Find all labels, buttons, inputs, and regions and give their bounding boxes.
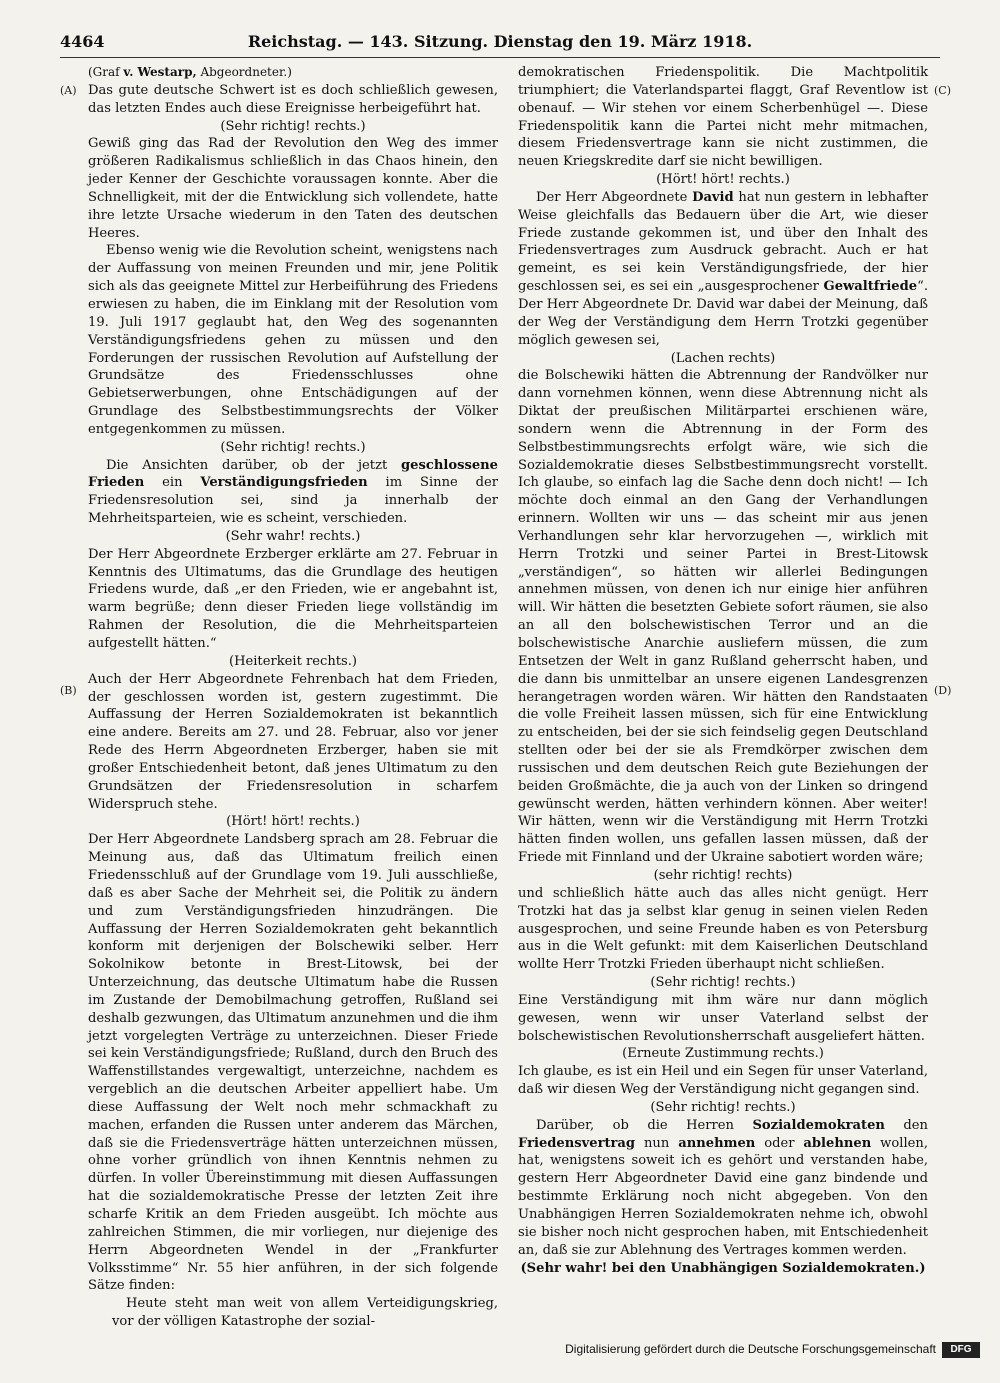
- footer: [60, 1342, 980, 1360]
- paragraph: Ich glaube, es ist ein Heil und ein Segen für unser Vaterland, daß wir diesen Weg der Verständigung nicht gegangen sind.: [518, 1064, 928, 1098]
- interjection: (Lachen rechts): [670, 350, 776, 366]
- paragraph: Der Herr Abgeordnete Landsberg sprach am 28. Februar die Meinung aus, daß das Ultimatum freilich einen Friedensschluß auf der Grundlage vom 19. Juli ausschließe, daß es aber Sache der Mehrheit sei, die Politik zu ändern und zum Verständigungsfrieden hinzudrängen. Die Auffassung der Herren Sozialdemokraten geht bekanntlich konform mit derjenigen der Bolschewiki selber. Herr Sokolnikow betonte in Brest-Litowsk, bei der Unterzeichnung, das deutsche Ultimatum habe die Russen im Zustande der Demobilmachung getroffen, Rußland sei deshalb gezwungen, das Ultimatum anzunehmen und die ihm jetzt vorgelegten Verträge zu unterzeichnen. Dieser Friede sei kein Verständigungsfriede; Rußland, durch den Bruch des Waffenstillstandes vergewaltigt, unterzeichne, nachdem es vergeblich an die deutschen Arbeiter appelliert habe. Um diese Auffassung der Welt noch mehr schmackhaft zu machen, erfanden die Russen unter anderem das Märchen, daß sie die Friedensverträge hätten unterzeichnen müssen, ohne vorher gründlich von ihnen Kenntnis nehmen zu dürfen. In voller Übereinstimmung mit diesen Auffassungen hat die sozialdemokratische Presse der letzten Zeit ihre scharfe Kritik an dem Frieden ausgeübt. Ich möchte aus zahlreichen Stimmen, die mir vorliegen, nur diejenige des Herrn Abgeordneten Wendel in der „Frankfurter Volksstimme“ Nr. 55 hier anführen, in der sich folgende Sätze finden:: [88, 832, 498, 1294]
- interjection: (Erneute Zustimmung rechts.): [622, 1046, 824, 1062]
- margin-mark-b: (B): [60, 684, 77, 697]
- interjection: (sehr richtig! rechts): [653, 867, 793, 883]
- margin-mark-a: (A): [60, 84, 77, 97]
- left-column: [88, 64, 498, 1330]
- quotation: Heute steht man weit von allem Verteidigungskrieg, vor der völligen Katastrophe der sozial-: [112, 1296, 498, 1330]
- page-number: 4464: [60, 32, 105, 51]
- quotation-continued: demokratischen Friedenspolitik. Die Machtpolitik triumphiert; die Vaterlandspartei flaggt, Graf Reventlow ist obenauf. — Wir stehen vor einem Scherbenhügel —. Diese Friedenspolitik kann die Partei nicht mehr mitmachen, diesem Friedensvertrage kann sie nicht zustimmen, die neuen Kriegskredite darf sie nicht bewilligen.: [518, 65, 928, 170]
- paragraph: Darüber, ob die Herren Sozialdemokraten den Friedensvertrag nun annehmen oder ablehnen wollen, hat, wenigstens soweit ich es gehört und verstanden habe, gestern Herr Abgeordneter David eine ganz bindende und bestimmte Erklärung noch nicht abgegeben. Von den Unabhängigen Herren Sozialdemokraten nehme ich, obwohl sie bisher noch nicht gesprochen haben, mit Entschiedenheit an, daß sie zur Ablehnung des Vertrages kommen werden.: [518, 1117, 928, 1258]
- paragraph: die Bolschewiki hätten die Abtrennung der Randvölker nur dann vornehmen können, wenn diese Abtrennung nicht als Diktat der preußischen Militärpartei erschienen wäre, sondern wenn die Abtrennung in der Form des Selbstbestimmungsrechts erfolgt wäre, wie sich die Sozialdemokratie dieses Selbstbestimmungsrecht vorstellt. Ich glaube, so einfach lag die Sache denn doch nicht! — Ich möchte doch einmal an den Gang der Verhandlungen erinnern. Wollten wir uns — das scheint mir aus jenen Verhandlungen sehr klar hervorzugehen —, wirklich mit Herrn Trotzki und seiner Partei in Brest-Litowsk „verständigen“, so hätten wir allerlei Bedingungen annehmen müssen, von denen ich nur einige hier anführen will. Wir hätten die besetzten Gebiete sofort räumen, sie also an all den bolschewistischen Terror und an die bolschewistische Anarchie ausliefern müssen, die zum Entsetzen der Welt in ganz Rußland geherrscht haben, und die dann bis unmittelbar an unsere eigenen Landesgrenzen herangetragen worden wären. Wir hätten den Randstaaten die volle Freiheit lassen müssen, sich für eine Entwicklung zu entscheiden, bei der sie sich feindselig gegen Deutschland stellten oder bei der sie als Fremdkörper zwischen dem russischen und dem deutschen Reich gute Beziehungen der beiden Großmächte, die ja auch von der Linken so dringend gewünscht werden, hätten verhindern können. Aber weiter! Wir hätten, wenn wir die Verständigung mit Herrn Trotzki hätten finden wollen, uns gefallen lassen müssen, daß der Friede mit Finnland und der Ukraine sabotiert worden wäre;: [518, 368, 929, 866]
- funding-note: Digitalisierung gefördert durch die Deutsche Forschungsgemeinschaft: [565, 1342, 936, 1356]
- header-rule: [60, 57, 940, 58]
- dfg-logo: DFG: [942, 1342, 980, 1358]
- paragraph: Das gute deutsche Schwert ist es doch schließlich gewesen, das letzten Endes auch diese Ereignisse herbeigeführt hat.: [88, 82, 498, 116]
- paragraph: und schließlich hätte auch das alles nicht genügt. Herr Trotzki hat das ja selbst klar genug in seinen vielen Reden ausgesprochen, und seine Freunde haben es von Petersburg aus in die Welt gefunkt: mit dem Kaiserlichen Deutschland wollte Herr Trotzki Frieden überhaupt nicht schließen.: [518, 885, 928, 973]
- paragraph: Auch der Herr Abgeordnete Fehrenbach hat dem Frieden, der geschlossen worden ist, gestern zugestimmt. Die Auffassung der Herren Sozialdemokraten ist bekanntlich eine andere. Bereits am 27. und 28. Februar, also vor jener Rede des Herrn Abgeordneten Erzberger, haben sie mit großer Entschiedenheit betont, daß jenes Ultimatum zu den Grundsätzen der Friedensresolution in scharfem Widerspruch stehe.: [88, 671, 498, 812]
- interjection: (Hört! hört! rechts.): [226, 814, 360, 830]
- running-title: Reichstag. — 143. Sitzung. Dienstag den 19. März 1918.: [247, 32, 753, 51]
- interjection: (Sehr wahr! rechts.): [225, 528, 361, 544]
- interjection: (Sehr richtig! rechts.): [220, 118, 366, 134]
- interjection: (Heiterkeit rechts.): [228, 653, 358, 669]
- page-header: [60, 32, 940, 56]
- interjection: (Sehr richtig! rechts.): [650, 975, 796, 991]
- margin-mark-d: (D): [934, 684, 952, 697]
- paragraph: Der Herr Abgeordnete David hat nun gestern in lebhafter Weise gleichfalls das Bedauern über die Art, wie dieser Friede zustande gekommen ist, und über den Inhalt des Friedensvertrages zum Ausdruck gebracht. Auch er hat gemeint, es sei kein Verständigungsfriede, der hier geschlossen sei, es sei ein „ausgesprochener Gewaltfriede“. Der Herr Abgeordnete Dr. David war dabei der Meinung, daß der Weg der Verständigung dem Herrn Trotzki gegenüber möglich gewesen sei,: [518, 189, 928, 348]
- paragraph: Ebenso wenig wie die Revolution scheint, wenigstens nach der Auffassung von meinen Freunden und mir, jene Politik sich als das geeignete Mittel zur Herbeiführung des Friedens erwiesen zu haben, die im Einklang mit der Resolution vom 19. Juli 1917 geglaubt hat, den Weg des sogenannten Verständigungsfriedens gehen zu müssen und den Forderungen der russischen Revolution auf Aufstellung der Grundsätze des Friedensschlusses ohne Gebietserwerbungen, ohne Entschädigungen auf der Grundlage des Selbstbestimmungsrechts der Völker entgegenkommen zu müssen.: [88, 243, 498, 437]
- margin-mark-c: (C): [934, 84, 951, 97]
- speaker-line: (Graf v. Westarp, Abgeordneter.): [88, 65, 292, 79]
- paragraph: Die Ansichten darüber, ob der jetzt geschlossene Frieden ein Verständigungsfrieden im Sinne der Friedensresolution sei, sind ja innerhalb der Mehrheitsparteien, wie es scheint, verschieden.: [88, 457, 498, 527]
- paragraph: Der Herr Abgeordnete Erzberger erklärte am 27. Februar in Kenntnis des Ultimatums, das die Grundlage des heutigen Friedens wurde, daß „er den Frieden, wie er angebahnt ist, warm begrüße; denn dieser Frieden liege vollständig im Rahmen der Resolution, die die Mehrheitsparteien aufgestellt hätten.“: [88, 546, 498, 651]
- right-column: [518, 64, 928, 1330]
- interjection: (Sehr richtig! rechts.): [220, 439, 366, 455]
- speaker-name: v. Westarp,: [123, 65, 197, 79]
- paragraph: Eine Verständigung mit ihm wäre nur dann möglich gewesen, wenn wir unser Vaterland selbst der bolschewistischen Revolutionsherrschaft ausgeliefert hätten.: [518, 992, 928, 1044]
- interjection: (Sehr richtig! rechts.): [650, 1099, 796, 1115]
- interjection: (Hört! hört! rechts.): [656, 172, 790, 188]
- paragraph: Gewiß ging das Rad der Revolution den Weg des immer größeren Radikalismus schließlich in das Chaos hinein, den jeder Kenner der Geschichte voraussagen konnte. Aber die Schnelligkeit, mit der die Entwicklung sich vollendete, hatte ihre letzte Ursache wiederum in den Taten des deutschen Heeres.: [88, 136, 498, 241]
- interjection: (Sehr wahr! bei den Unabhängigen Sozialdemokraten.): [520, 1260, 926, 1276]
